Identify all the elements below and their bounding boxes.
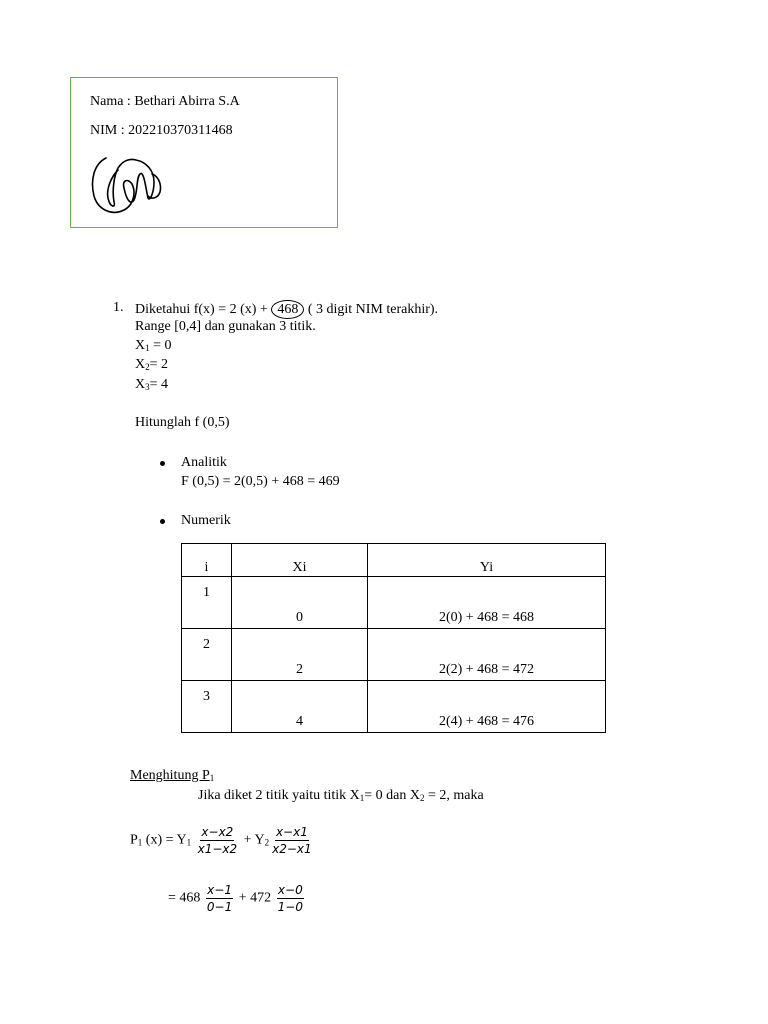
table-row (182, 577, 606, 629)
fraction: $\frac{x-x1}{x2-x1}$ (272, 825, 312, 856)
fraction: $\frac{x-x2}{x1-x2}$ (197, 825, 238, 856)
header-yi: Yi (479, 560, 494, 575)
cell-xi: 0 (296, 610, 303, 625)
table-row (182, 681, 606, 733)
cell-i: 3 (203, 689, 210, 704)
range-line: Range [0,4] dan gunakan 3 titik. (135, 319, 316, 334)
point-x1: $X_1 = 0$ (135, 338, 172, 353)
numerik-label: Numerik (181, 513, 231, 528)
table-row (182, 629, 606, 681)
point-x3: $X_3= 4$ (135, 377, 169, 392)
table-header-row (182, 544, 606, 577)
cell-yi: 2(4) + 468 = 476 (438, 714, 535, 729)
cell-yi: 2(2) + 468 = 472 (438, 662, 535, 677)
student-name: Nama : Bethari Abirra S.A (90, 94, 240, 109)
cell-i: 2 (203, 637, 210, 652)
bullet-icon (160, 461, 165, 466)
circled-nim-digits: 468 (271, 300, 304, 319)
section-heading: Menghitung $P_1$ (130, 768, 215, 783)
analitik-label: Analitik (181, 455, 227, 470)
problem-number: 1. (113, 300, 124, 315)
cell-i: 1 (203, 585, 210, 600)
lagrange-formula: $P_1$ $(x) = Y_1$ $\frac{x-x2}{x1-x2}$ + $Y_2$ $\frac{x-x1}{x2-x1}$ (130, 825, 312, 856)
point-x2: $X_2= 2$ (135, 357, 169, 372)
problem-statement: Diketahui f(x) = 2 (x) + 468 ( 3 digit NIM terakhir). (135, 302, 439, 317)
bullet-icon (160, 519, 165, 524)
header-xi: Xi (292, 560, 307, 575)
task-line: Hitunglah f (0,5) (135, 415, 230, 430)
cell-xi: 2 (296, 662, 303, 677)
signature-icon (88, 150, 166, 220)
fraction: $\frac{x-0}{1-0}$ (277, 883, 303, 914)
cell-yi: 2(0) + 468 = 468 (438, 610, 535, 625)
header-i: i (204, 560, 209, 575)
points-description: Jika diket 2 titik yaitu titik $X_1= 0$ dan $X_2 = 2$, maka (198, 788, 484, 803)
numerik-table (181, 543, 606, 733)
analitik-formula: F (0,5) = 2(0,5) + 468 = 469 (181, 474, 340, 489)
student-nim: NIM : 202210370311468 (90, 123, 233, 138)
fraction: $\frac{x-1}{0-1}$ (206, 883, 233, 914)
cell-xi: 4 (296, 714, 303, 729)
lagrange-substitution: = 468 $\frac{x-1}{0-1}$ + 472 $\frac{x-0}{1-0}$ (168, 883, 303, 914)
